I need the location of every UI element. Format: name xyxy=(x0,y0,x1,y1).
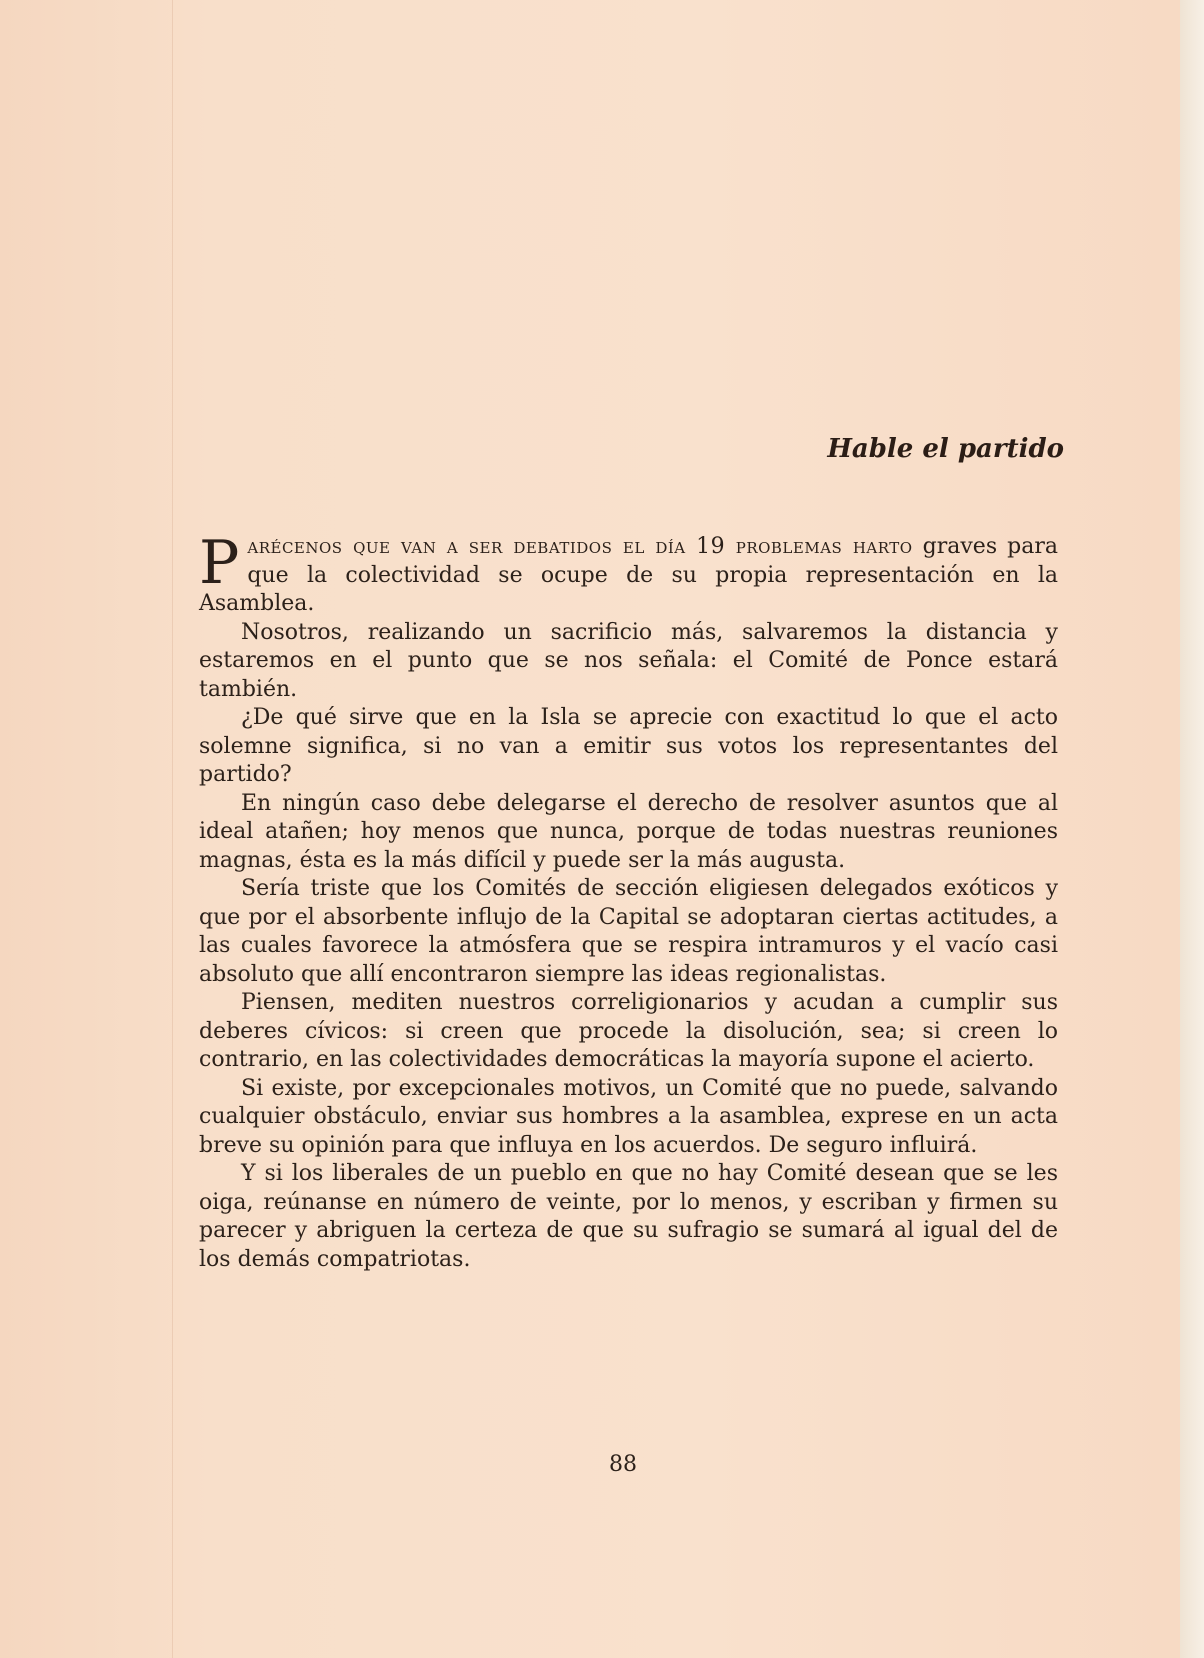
opening-paragraph xyxy=(199,528,1058,619)
paragraph: Piensen, mediten nuestros correligionarios y acudan a cumplir sus deberes cívicos: si creen que procede la disolución, sea; si creen lo contrario, en las colectividades democráticas la mayoría supone el acierto. xyxy=(199,990,1058,1072)
paragraph: En ningún caso debe delegarse el derecho de resolver asuntos que al ideal atañen; hoy menos que nunca, porque de todas nuestras reuniones magnas, ésta es la más difícil y puede ser la más augusta. xyxy=(199,790,1058,873)
paragraph: Y si los liberales de un pueblo en que no hay Comité desean que se les oiga, reúnanse en número de veinte, por lo menos, y escriban y firmen su parecer y abriguen la certeza de que su sufragio se sumará al igual del de los demás compatriotas. xyxy=(199,1161,1058,1272)
lead-smallcaps: arécenos que van a ser debatidos el día 19 problemas harto xyxy=(247,534,913,559)
article-title: Hable el partido xyxy=(827,434,1064,464)
paragraph: Sería triste que los Comités de sección eligiesen delegados exóticos y que por el absorbente influjo de la Capital se adoptaran ciertas actitudes, a las cuales favorece la atmósfera que se respira intramuros y el vacío casi absoluto que allí encontraron siempre las ideas regionalistas. xyxy=(199,876,1058,987)
paragraph: ¿De qué sirve que en la Isla se aprecie con exactitud lo que el acto solemne significa, si no van a emitir sus votos los representantes del partido? xyxy=(199,705,1058,787)
page-number: 88 xyxy=(609,1452,637,1477)
paragraph: Si existe, por excepcionales motivos, un Comité que no puede, salvando cualquier obstáculo, enviar sus hombres a la asamblea, exprese en un acta breve su opinión para que influya en los acuerdos. De seguro influirá. xyxy=(199,1075,1058,1158)
page-edge xyxy=(1180,0,1204,1658)
lead-text: graves para que la colectividad se ocupe de su propia representación en la Asamblea. xyxy=(199,534,1058,616)
page-gutter xyxy=(172,0,173,1658)
article-body xyxy=(199,528,1058,1274)
paragraph: Nosotros, realizando un sacrificio más, salvaremos la distancia y estaremos en el punto que se nos señala: el Comité de Ponce estará también. xyxy=(199,619,1058,702)
drop-cap: P xyxy=(199,528,240,598)
